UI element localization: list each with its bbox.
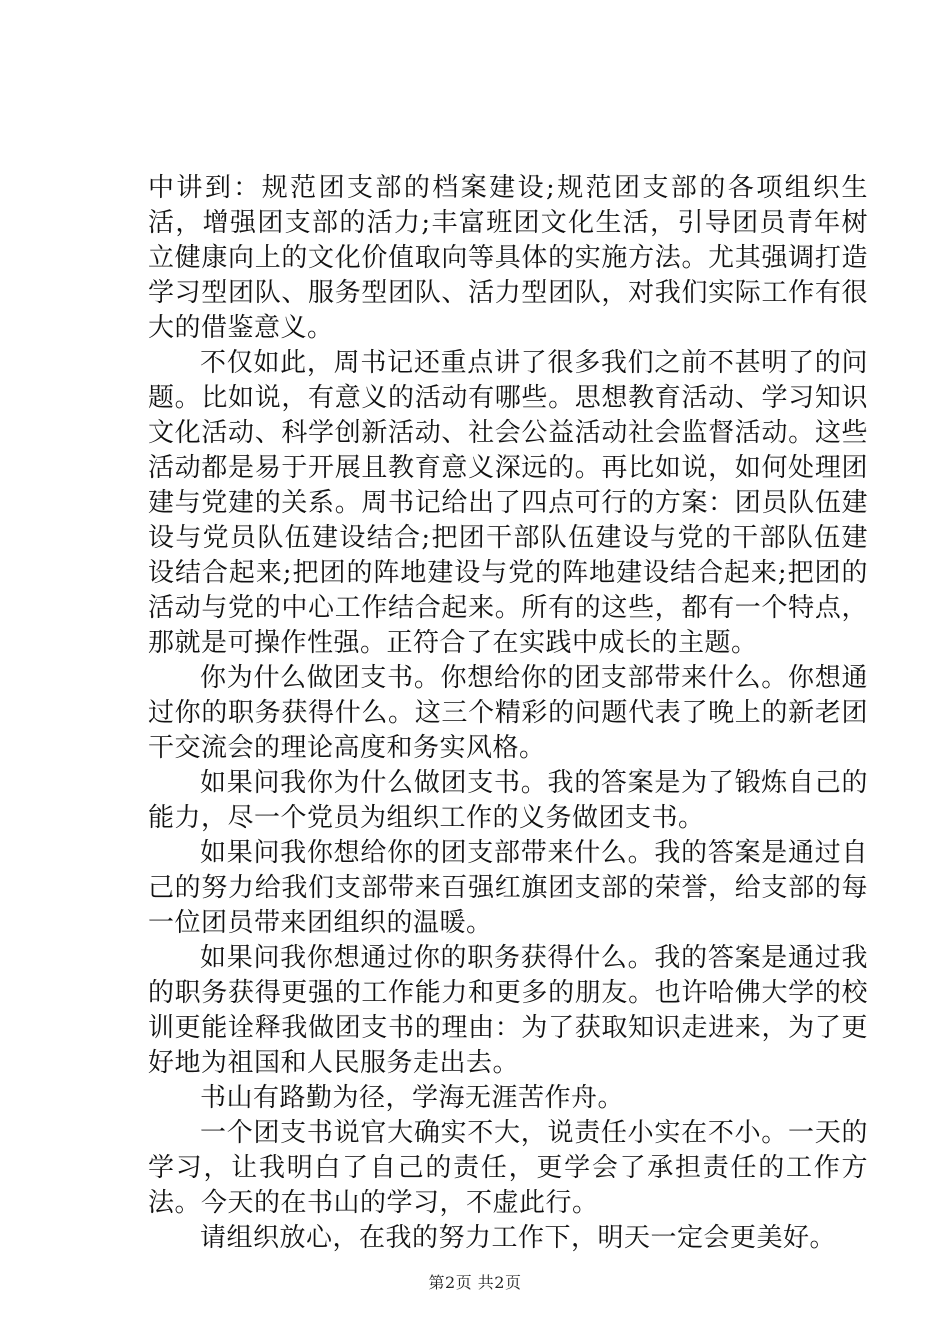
paragraph: 中讲到：规范团支部的档案建设;规范团支部的各项组织生活，增强团支部的活力;丰富班团文化生活，引导团员青年树立健康向上的文化价值取向等具体的实施方法。尤其强调打造学习型团队、服务型团队、活力型团队，对我们实际工作有很大的借鉴意义。 xyxy=(148,173,868,343)
document-body xyxy=(148,171,868,1256)
paragraph: 请组织放心，在我的努力工作下，明天一定会更美好。 xyxy=(200,1223,837,1253)
paragraph: 不仅如此，周书记还重点讲了很多我们之前不甚明了的问题。比如说，有意义的活动有哪些。思想教育活动、学习知识文化活动、科学创新活动、社会公益活动社会监督活动。这些活动都是易于开展且教育意义深远的。再比如说，如何处理团建与党建的关系。周书记给出了四点可行的方案：团员队伍建设与党员队伍建设结合;把团干部队伍建设与党的干部队伍建设结合起来;把团的阵地建设与党的阵地建设结合起来;把团的活动与党的中心工作结合起来。所有的这些，都有一个特点，那就是可操作性强。正符合了在实践中成长的主题。 xyxy=(148,348,868,658)
paragraph: 书山有路勤为径，学海无涯苦作舟。 xyxy=(200,1083,625,1113)
paragraph: 你为什么做团支书。你想给你的团支部带来什么。你想通过你的职务获得什么。这三个精彩的问题代表了晚上的新老团干交流会的理论高度和务实风格。 xyxy=(148,663,868,763)
paragraph: 如果问我你为什么做团支书。我的答案是为了锻炼自己的能力，尽一个党员为组织工作的义务做团支书。 xyxy=(148,768,868,833)
page-number-footer: 第2页 共2页 xyxy=(428,1273,522,1292)
paragraph: 如果问我你想给你的团支部带来什么。我的答案是通过自己的努力给我们支部带来百强红旗团支部的荣誉，给支部的每一位团员带来团组织的温暖。 xyxy=(148,838,868,938)
paragraph: 一个团支书说官大确实不大，说责任小实在不小。一天的学习，让我明白了自己的责任，更学会了承担责任的工作方法。今天的在书山的学习，不虚此行。 xyxy=(148,1118,868,1218)
paragraph: 如果问我你想通过你的职务获得什么。我的答案是通过我的职务获得更强的工作能力和更多的朋友。也许哈佛大学的校训更能诠释我做团支书的理由：为了获取知识走进来，为了更好地为祖国和人民服务走出去。 xyxy=(148,943,868,1078)
